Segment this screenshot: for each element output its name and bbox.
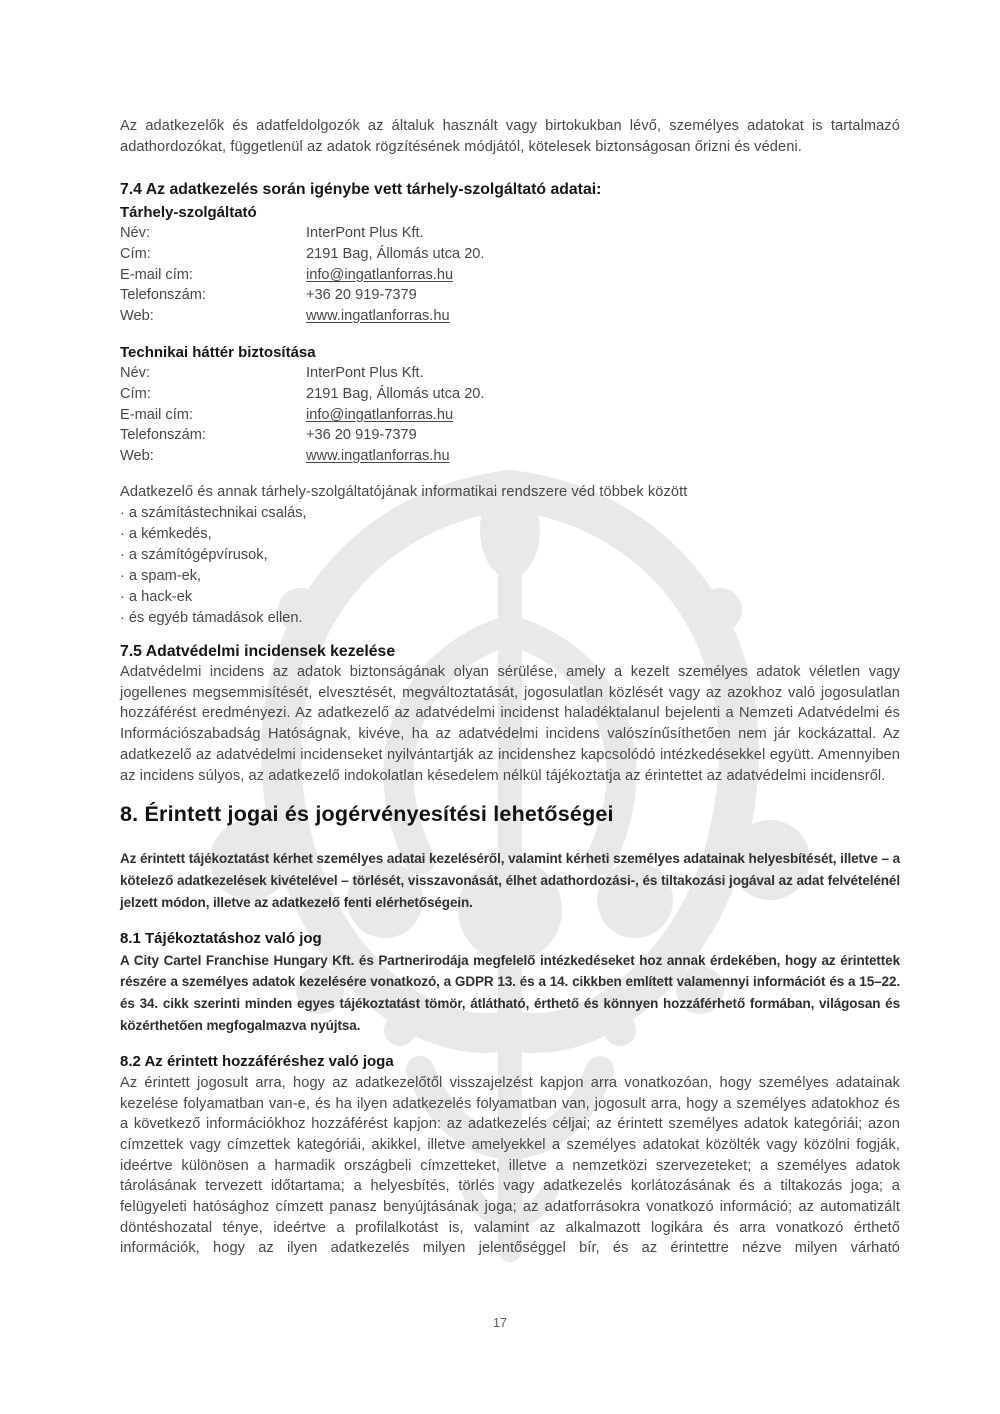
contact-row-name	[120, 363, 900, 384]
protection-intro: Adatkezelő és annak tárhely-szolgáltatójának informatikai rendszere véd többek között	[120, 484, 688, 501]
row-label: Cím:	[120, 246, 151, 262]
section-8-2-paragraph: Az érintett jogosult arra, hogy az adatkezelőtől visszajelzést kapjon arra vonatkozóan, hogy személyes adatainak kezelése folyamatban van-e, és ha ilyen adatkezelés folyamatban van, jogosult arra, hogy a személyes adatokhoz és a következő információkhoz hozzáférést kapjon: az adatkezelés céljai; az érintett személyes adatok kategóriái; azon címzettek vagy címzettek kategóriái, akikkel, illetve amelyekkel a személyes adatokat közölték vagy közölni fogják, ideértve különösen a harmadik országbeli címzetteket, illetve a nemzetközi szervezeteket; a személyes adatok tárolásának tervezett időtartama; a helyesbítés, törlés vagy adatkezelés korlátozásának és a tiltakozás joga; a felügyeleti hatósághoz címzett panasz benyújtásának joga; az adatforrásokra vonatkozó információ; az automatizált döntéshozatal ténye, ideértve a profilalkotást is, valamint az alkalmazott logikára és arra vonatkozó érthető információk, hogy az ilyen adatkezelés milyen jelentőséggel bír, és az érintettre nézve milyen várható	[120, 1074, 900, 1257]
section-8-1-heading: 8.1 Tájékoztatáshoz való jog	[120, 929, 322, 947]
page-number: 17	[493, 1316, 507, 1330]
intro-paragraph: Az adatkezelők és adatfeldolgozók az általuk használt vagy birtokukban lévő, személyes adatokat is tartalmazó adathordozókat, függetlenül az adatok rögzítésének módjától, kötelesek biztonságosan őrizni és védeni.	[120, 118, 900, 155]
hosting-provider-block	[120, 202, 900, 326]
section-7-5-paragraph: Adatvédelmi incidens az adatok biztonságának olyan sérülése, amely a kezelt személyes adatok véletlen vagy jogellenes megsemmisítését, elvesztését, megváltoztatását, jogosulatlan közlését vagy az azokhoz való jogosulatlan hozzáférést eredményezi. Az adatkezelő az adatvédelmi incidenst haladéktalanul bejelenti a Nemzeti Adatvédelmi és Információszabadság Hatóságnak, kivéve, ha az adatvédelmi incidens valószínűsíthetően nem jár kockázattal. Az adatkezelő az adatvédelmi incidenseket nyilvántartják az incidenshez kapcsolódó intézkedésekkel együtt. Amennyiben az incidens súlyos, az adatkezelő indokolatlan késedelem nélkül tájékoztatja az érintettet az adatvédelmi incidensről.	[120, 664, 900, 784]
list-item: · a számítógépvírusok,	[120, 547, 268, 564]
contact-row-phone	[120, 425, 900, 446]
section-8-1-paragraph: A City Cartel Franchise Hungary Kft. és Partnerirodája megfelelő intézkedéseket hoz annak érdekében, hogy az érintettek részére a személyes adatok kezelésére vonatkozó, a GDPR 13. és a 14. cikkben említett valamennyi információt és a 15–22. és 34. cikk szerinti minden egyes tájékoztatást tömör, átlátható, érthető és könnyen hozzáférhető formában, világosan és közérthetően megfogalmazva nyújtsa.	[120, 952, 900, 1034]
email-link[interactable]: info@ingatlanforras.hu	[306, 406, 454, 423]
row-label: Telefonszám:	[120, 287, 206, 304]
contact-row-address	[120, 244, 900, 265]
row-value: +36 20 919-7379	[306, 427, 417, 444]
contact-row-web	[120, 306, 900, 327]
row-value: InterPont Plus Kft.	[306, 365, 424, 382]
website-link[interactable]: www.ingatlanforras.hu	[306, 447, 450, 464]
section-7-4-heading: 7.4 Az adatkezelés során igénybe vett tárhely-szolgáltató adatai:	[120, 181, 602, 199]
list-item: · a spam-ek,	[120, 568, 202, 585]
contact-row-web	[120, 446, 900, 467]
list-item: · és egyéb támadások ellen.	[120, 610, 303, 627]
section-8-heading: 8. Érintett jogai és jogérvényesítési lehetőségei	[120, 802, 614, 827]
row-value: 2191 Bag, Állomás utca 20.	[306, 385, 485, 402]
list-item: · a kémkedés,	[120, 526, 212, 543]
row-value: InterPont Plus Kft.	[306, 225, 424, 242]
row-label: Név:	[120, 365, 151, 382]
contact-row-name	[120, 223, 900, 244]
section-8-intro-paragraph: Az érintett tájékoztatást kérhet személyes adatai kezeléséről, valamint kérheti személyes adatainak helyesbítését, illetve – a kötelező adatkezelések kivételével – törlését, visszavonását, élhet adathordozási-, és tiltakozási jogával az adat felvételénél jelzett módon, illetve az adatkezelő fenti elérhetőségein.	[120, 851, 900, 910]
section-7-5-heading: 7.5 Adatvédelmi incidensek kezelése	[120, 643, 396, 661]
row-label: Cím:	[120, 385, 151, 402]
technical-background-title: Technikai háttér biztosítása	[120, 344, 316, 362]
hosting-provider-title: Tárhely-szolgáltató	[120, 204, 257, 222]
row-value: +36 20 919-7379	[306, 287, 417, 304]
row-label: Telefonszám:	[120, 427, 206, 444]
website-link[interactable]: www.ingatlanforras.hu	[306, 307, 450, 324]
section-8-2-heading: 8.2 Az érintett hozzáféréshez való joga	[120, 1052, 394, 1070]
row-label: Név:	[120, 225, 151, 242]
email-link[interactable]: info@ingatlanforras.hu	[306, 266, 454, 283]
contact-row-email	[120, 405, 900, 426]
row-label: E-mail cím:	[120, 266, 193, 283]
list-item: · a hack-ek	[120, 589, 193, 606]
row-label: E-mail cím:	[120, 406, 193, 423]
contact-row-email	[120, 265, 900, 286]
row-label: Web:	[120, 307, 154, 324]
list-item: · a számítástechnikai csalás,	[120, 505, 307, 522]
technical-background-block	[120, 342, 900, 466]
contact-row-phone	[120, 285, 900, 306]
protection-list	[120, 503, 900, 629]
contact-row-address	[120, 384, 900, 405]
row-label: Web:	[120, 447, 154, 464]
row-value: 2191 Bag, Állomás utca 20.	[306, 246, 485, 262]
